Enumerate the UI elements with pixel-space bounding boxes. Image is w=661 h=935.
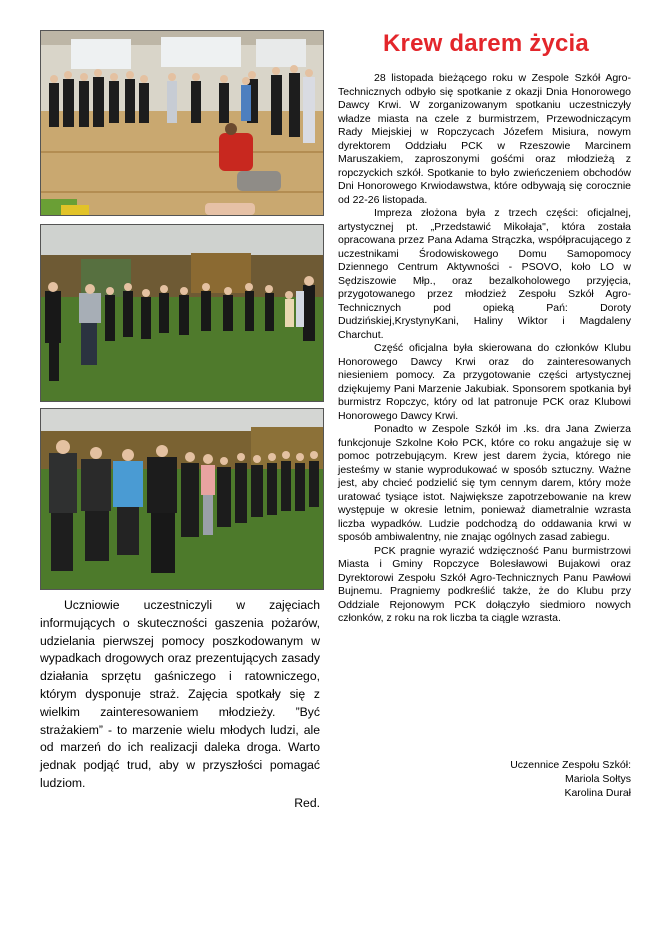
side-article [40,597,320,813]
article-paragraph: Impreza złożona była z trzech części: oficjalnej, artystycznej pt. „Przedstawić Mikołaja", która została opracowana przez Pana Adama Strączka, współpracującego z uczestnikami Środowiskowego Domu Samopomocy Dziennego Centrum Aktywności - PSOVO, koło LO w Sędziszowie Młp., oraz bezalkoholowego przyjęcia, przygotowanego przez młodzież Zespołu Szkół Agro-Technicznych pod opieką Pań: Doroty Dudzińskiej,KrystynyKani, Haliny Wiktor i Magdaleny Charchut. [338,207,631,341]
photo-field-lineup-image [41,409,323,589]
article-paragraph: PCK pragnie wyrazić wdzięczność Panu burmistrzowi Miasta i Gminy Ropczyce Bolesławowi Bujakowi oraz Dyrektorowi Zespołu Szkół Agro-Technicznych Panu Pawłowi Bujnemu. Pragniemy podkreślić także, że do Klubu przy Oddziale Rejonowym PCK dołączyło siedmioro nowych członków, z roku na rok liczba ta ciągle wzrasta. [338,544,631,624]
side-paragraph: Uczniowie uczestniczyli w zajęciach informujących o skuteczności gaszenia pożarów, udzielania pierwszej pomocy poszkodowanym w wypadkach drogowych oraz prezentujących zasady działania sprzętu gaśniczego i ratowniczego, którym dysponuje straż. Zajęcia spotkały się z wielkim zainteresowaniem młodzieży. ”Być strażakiem” - to marzenie wielu młodych ludzi, ale od marzeń do ich realizacji daleka droga. Warto jednak podjąć trud, aby w przyszłości pomagać ludziom. [40,598,320,790]
article-paragraph: Część oficjalna była skierowana do członków Klubu Honorowego Dawcy Krwi oraz do zainteresowanych niesieniem pomocy. Za przygotowanie części artystycznej dziękujemy Pani Marzenie Jakubiak. Sponsorem spotkania był burmistrz Ropczyc, który od lat patronuje PCK oraz Klubowi Honorowego Dawcy Krwi. [338,342,631,422]
article-body [338,72,631,626]
photo-gym-first-aid [40,30,324,216]
article-paragraph: 28 listopada bieżącego roku w Zespole Szkół Agro-Technicznych odbyło się spotkanie z okazji Dnia Honorowego Dawcy Krwi. W zorganizowanym spotkaniu uczestniczyły władze miasta na czele z burmistrzem, Przewodniczącym Rady Miejskiej w Ropczycach Józefem Misiura, nowym dyrektorem Oddziału PCK w Rzeszowie Marcinem Maruszakiem, zaproszonymi gośćmi oraz młodzieżą z ropczyckich szkół. Spotkanie to było zwieńczeniem obchodów Dni Honorowego Krwiodawstwa, które odbywają się corocznie od 22-26 listopada. [338,72,631,206]
article-paragraph: Ponadto w Zespole Szkół im .ks. dra Jana Zwierza funkcjonuje Szkolne Koło PCK, które co roku angażuje się w pomoc potrzebującym. Krew jest darem życia, którego nie jesteśmy w stanie wyprodukować w sposób sztuczny. Ważne jest, aby chcieć podzielić się tym cennym darem, który może uratować tysiące istot. Największe zapotrzebowanie na krew występuje w okresie letnim, ponieważ diametralnie wzrasta liczba wypadków. Ludzie podchodzą do oddawania krwi w sposób ambiwalentny, nie znając ogólnych zasad zabiegu. [338,423,631,543]
author-name: Karolina Durał [564,787,631,799]
article-title: Krew darem życia [383,30,589,57]
photo-field-march-image [41,225,323,401]
photo-field-march [40,224,324,402]
article-authors [440,758,631,800]
author-name: Mariola Sołtys [565,773,631,785]
photo-gym-image [41,31,323,215]
photo-field-lineup [40,408,324,590]
side-signature: Red. [294,795,320,810]
authors-heading: Uczennice Zespołu Szkół: [510,759,631,771]
